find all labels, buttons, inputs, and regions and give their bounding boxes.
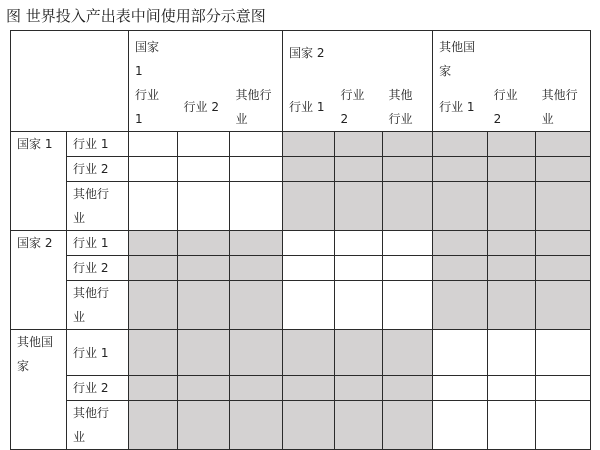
cell-shaded bbox=[230, 330, 283, 376]
cell bbox=[433, 376, 488, 401]
cell bbox=[433, 330, 488, 376]
col-sub-c1-i1 bbox=[129, 83, 178, 132]
row-sub-label: 其他行 业 bbox=[73, 187, 110, 225]
cell-shaded bbox=[129, 330, 178, 376]
row-c1-other bbox=[11, 182, 591, 231]
row-sub-label-cell bbox=[67, 157, 129, 182]
cell-shaded bbox=[129, 256, 178, 281]
col-sub-label: 行业 1 bbox=[135, 88, 160, 126]
cell-shaded bbox=[230, 281, 283, 330]
col-sub-c3-i2 bbox=[488, 83, 536, 132]
row-sub-label-cell bbox=[67, 231, 129, 256]
cell-shaded bbox=[488, 231, 536, 256]
row-sub-label: 行业 1 bbox=[73, 345, 109, 360]
io-table bbox=[10, 30, 591, 450]
row-sub-label-cell bbox=[67, 401, 129, 450]
row-c1-i1 bbox=[11, 132, 591, 157]
row-sub-label-cell bbox=[67, 330, 129, 376]
cell bbox=[488, 376, 536, 401]
col-sub-c3-other bbox=[536, 83, 591, 132]
cell bbox=[283, 256, 335, 281]
row-sub-label: 行业 2 bbox=[73, 381, 109, 395]
cell-shaded bbox=[383, 182, 433, 231]
cell bbox=[383, 256, 433, 281]
cell bbox=[335, 256, 383, 281]
row-group-other-countries bbox=[11, 330, 67, 450]
row-c3-i2 bbox=[11, 376, 591, 401]
cell-shaded bbox=[433, 132, 488, 157]
row-sub-label: 行业 2 bbox=[73, 162, 109, 176]
cell-shaded bbox=[178, 401, 230, 450]
row-sub-label: 行业 1 bbox=[73, 236, 109, 250]
cell-shaded bbox=[488, 256, 536, 281]
col-sub-label: 行业 2 bbox=[183, 100, 219, 114]
corner-cell bbox=[11, 31, 129, 132]
cell-shaded bbox=[335, 132, 383, 157]
cell-shaded bbox=[433, 231, 488, 256]
row-group-country1 bbox=[11, 132, 67, 231]
cell-shaded bbox=[283, 330, 335, 376]
cell-shaded bbox=[230, 256, 283, 281]
cell-shaded bbox=[283, 157, 335, 182]
col-group-country2 bbox=[283, 31, 433, 84]
cell bbox=[230, 132, 283, 157]
cell-shaded bbox=[178, 281, 230, 330]
col-sub-c1-i2 bbox=[178, 83, 230, 132]
col-sub-c2-i2 bbox=[335, 83, 383, 132]
row-sub-label: 其他行 业 bbox=[73, 286, 110, 324]
col-group-other-countries bbox=[433, 31, 591, 84]
row-group-country2 bbox=[11, 231, 67, 330]
col-sub-label: 其他 行业 bbox=[388, 88, 413, 126]
cell bbox=[335, 231, 383, 256]
col-sub-label: 行业 1 bbox=[439, 100, 475, 114]
cell-shaded bbox=[433, 157, 488, 182]
cell-shaded bbox=[283, 182, 335, 231]
cell-shaded bbox=[230, 231, 283, 256]
cell-shaded bbox=[230, 401, 283, 450]
row-sub-label-cell bbox=[67, 182, 129, 231]
col-sub-c3-i1 bbox=[433, 83, 488, 132]
cell-shaded bbox=[383, 401, 433, 450]
cell-shaded bbox=[488, 281, 536, 330]
cell-shaded bbox=[488, 132, 536, 157]
row-sub-label: 行业 1 bbox=[73, 137, 109, 151]
cell-shaded bbox=[230, 376, 283, 401]
row-c3-other bbox=[11, 401, 591, 450]
cell bbox=[283, 281, 335, 330]
cell bbox=[488, 401, 536, 450]
cell bbox=[230, 157, 283, 182]
col-group-label: 国家 2 bbox=[289, 46, 325, 60]
cell bbox=[129, 132, 178, 157]
cell-shaded bbox=[383, 376, 433, 401]
row-c2-i1 bbox=[11, 231, 591, 256]
cell-shaded bbox=[536, 132, 591, 157]
cell bbox=[129, 157, 178, 182]
cell-shaded bbox=[433, 182, 488, 231]
col-sub-label: 其他行 业 bbox=[541, 88, 578, 126]
cell bbox=[335, 281, 383, 330]
cell-shaded bbox=[178, 376, 230, 401]
col-group-label: 国家 1 bbox=[135, 40, 160, 78]
cell-shaded bbox=[283, 132, 335, 157]
cell-shaded bbox=[129, 231, 178, 256]
cell bbox=[129, 182, 178, 231]
cell-shaded bbox=[433, 281, 488, 330]
cell bbox=[488, 330, 536, 376]
col-sub-label: 其他行 业 bbox=[235, 88, 272, 126]
row-c3-i1 bbox=[11, 330, 591, 376]
cell-shaded bbox=[536, 281, 591, 330]
cell bbox=[178, 132, 230, 157]
cell-shaded bbox=[178, 330, 230, 376]
cell-shaded bbox=[335, 330, 383, 376]
cell-shaded bbox=[178, 256, 230, 281]
cell-shaded bbox=[283, 401, 335, 450]
row-group-label: 国家 1 bbox=[17, 137, 53, 151]
cell-shaded bbox=[335, 376, 383, 401]
cell bbox=[230, 182, 283, 231]
row-sub-label: 其他行 业 bbox=[73, 406, 110, 444]
col-sub-label: 行业 1 bbox=[289, 100, 325, 114]
cell-shaded bbox=[383, 157, 433, 182]
row-sub-label-cell bbox=[67, 376, 129, 401]
col-sub-c2-i1 bbox=[283, 83, 335, 132]
cell bbox=[536, 376, 591, 401]
cell bbox=[383, 281, 433, 330]
cell-shaded bbox=[335, 157, 383, 182]
row-c2-i2 bbox=[11, 256, 591, 281]
row-c1-i2 bbox=[11, 157, 591, 182]
cell bbox=[536, 401, 591, 450]
row-sub-label: 行业 2 bbox=[73, 261, 109, 275]
cell-shaded bbox=[536, 231, 591, 256]
col-sub-label: 行业 2 bbox=[493, 88, 518, 126]
cell-shaded bbox=[383, 330, 433, 376]
row-c2-other bbox=[11, 281, 591, 330]
col-group-country1 bbox=[129, 31, 283, 84]
row-sub-label-cell bbox=[67, 256, 129, 281]
cell-shaded bbox=[536, 157, 591, 182]
cell bbox=[283, 231, 335, 256]
cell-shaded bbox=[178, 231, 230, 256]
row-group-label: 其他国 家 bbox=[17, 335, 54, 373]
col-group-label: 其他国 家 bbox=[439, 40, 476, 78]
cell bbox=[178, 182, 230, 231]
row-sub-label-cell bbox=[67, 132, 129, 157]
cell-shaded bbox=[335, 182, 383, 231]
cell-shaded bbox=[488, 157, 536, 182]
col-sub-c1-other bbox=[230, 83, 283, 132]
cell bbox=[178, 157, 230, 182]
cell-shaded bbox=[383, 132, 433, 157]
cell-shaded bbox=[335, 401, 383, 450]
cell-shaded bbox=[129, 401, 178, 450]
cell-shaded bbox=[129, 376, 178, 401]
cell-shaded bbox=[536, 256, 591, 281]
cell bbox=[433, 401, 488, 450]
cell bbox=[536, 330, 591, 376]
col-sub-label: 行业 2 bbox=[340, 88, 365, 126]
figure-caption: 图 世界投入产出表中间使用部分示意图 bbox=[6, 7, 266, 25]
row-sub-label-cell bbox=[67, 281, 129, 330]
cell bbox=[383, 231, 433, 256]
cell-shaded bbox=[433, 256, 488, 281]
cell-shaded bbox=[129, 281, 178, 330]
col-sub-c2-other bbox=[383, 83, 433, 132]
row-group-label: 国家 2 bbox=[17, 236, 53, 250]
cell-shaded bbox=[283, 376, 335, 401]
cell-shaded bbox=[536, 182, 591, 231]
header-row-groups bbox=[11, 31, 591, 84]
cell-shaded bbox=[488, 182, 536, 231]
